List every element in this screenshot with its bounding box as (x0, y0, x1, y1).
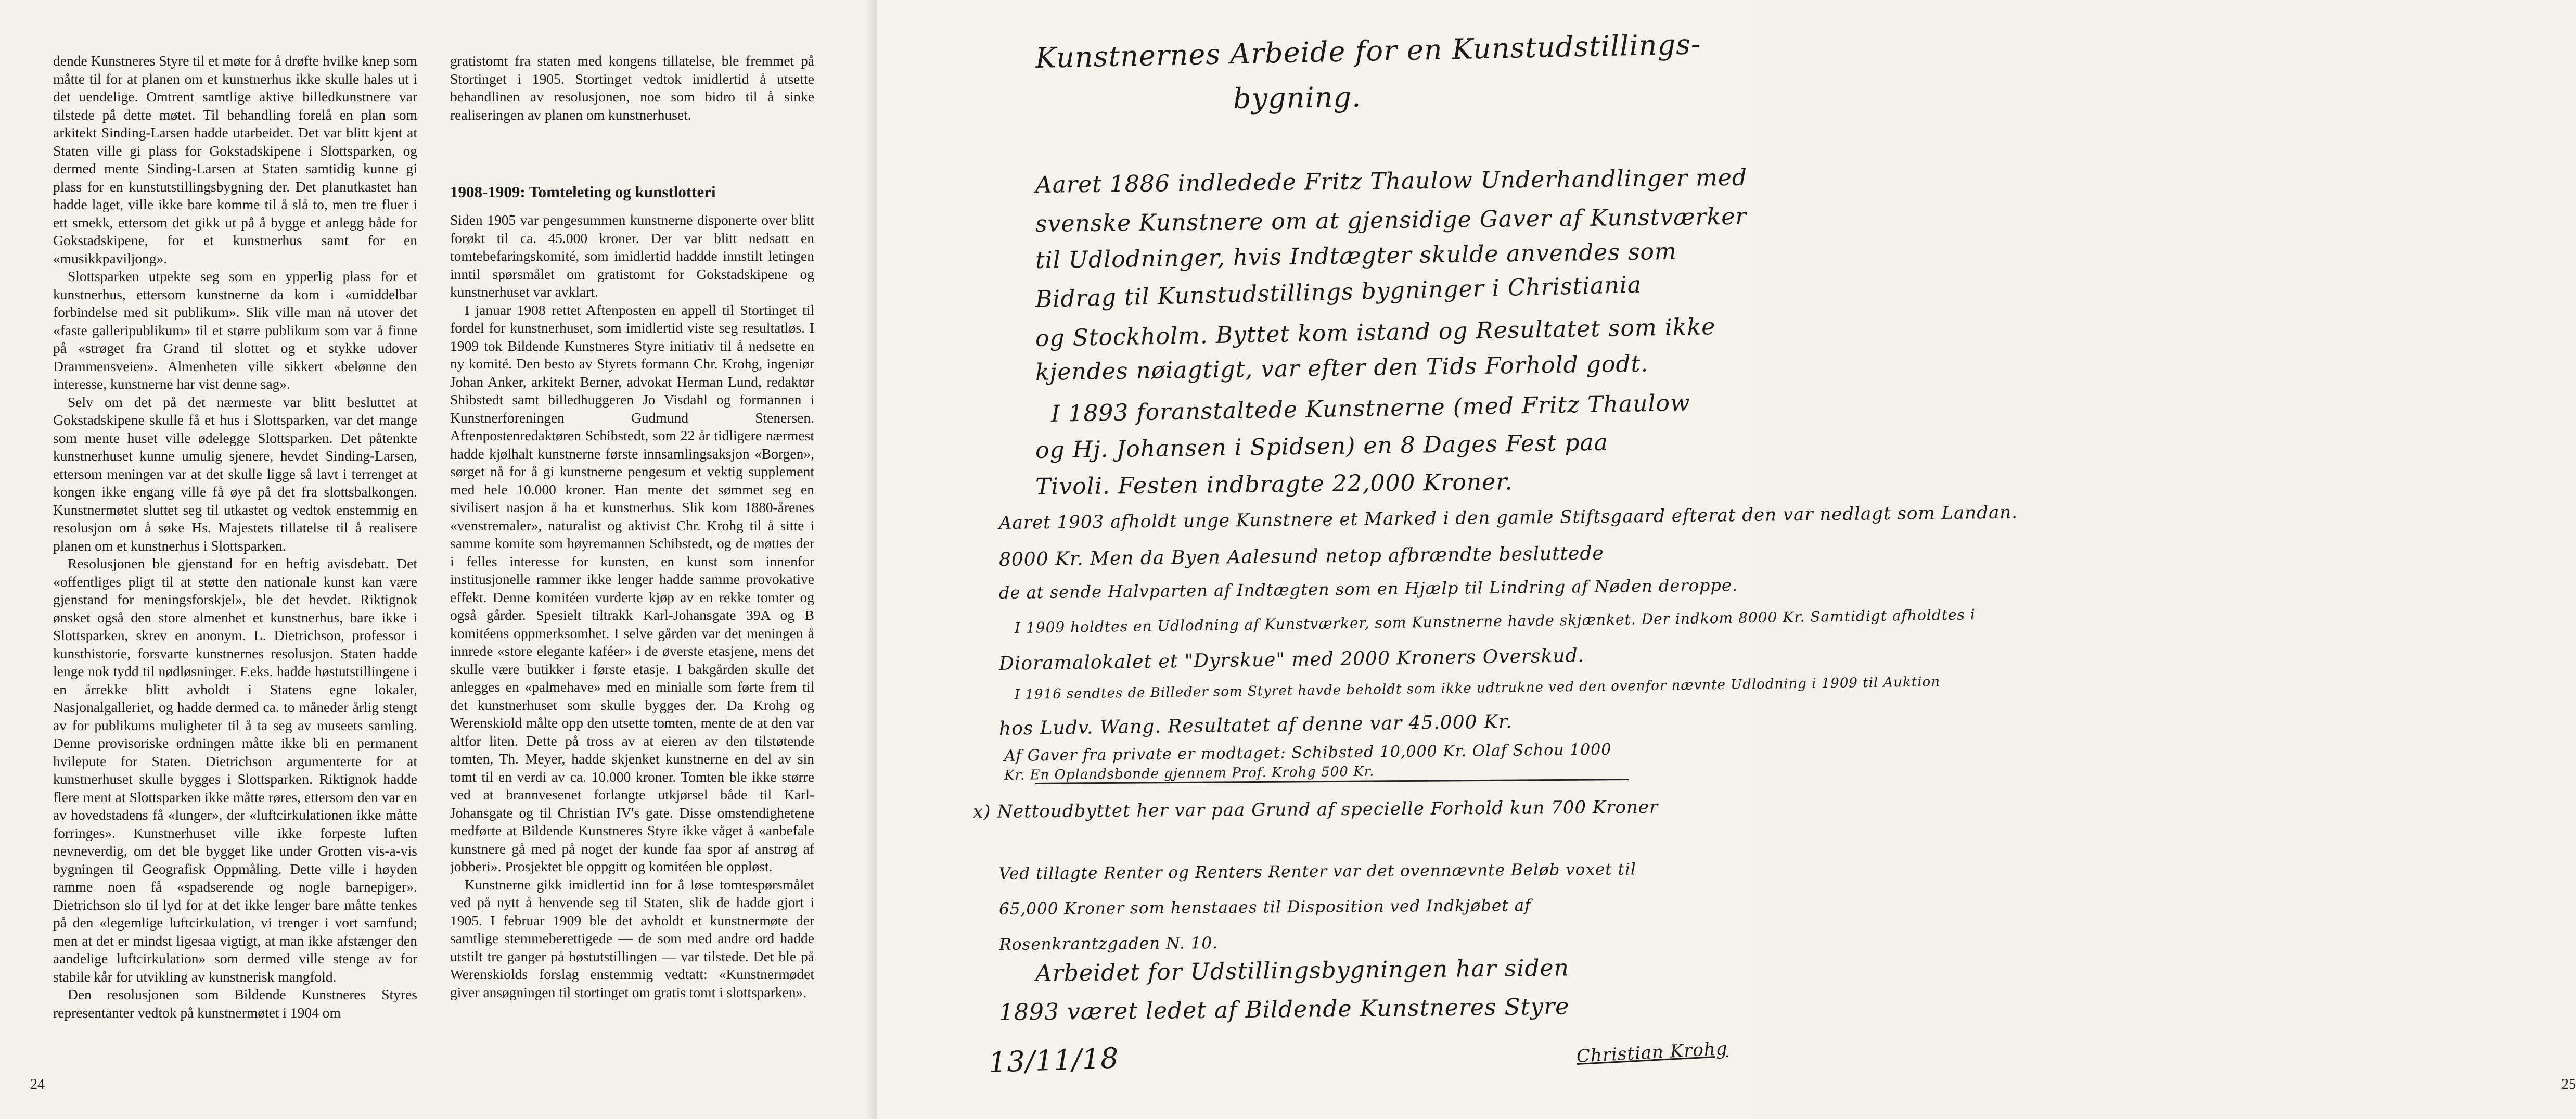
manuscript-line: I 1916 sendtes de Billeder som Styret havde beholdt som ikke udtrukne ved den ovenfor nævnte Udlodning i 1909 til Auktion (1014, 674, 1941, 703)
manuscript-line: og Stockholm. Byttet kom istand og Resultatet som ikke (1035, 313, 1716, 352)
manuscript-line: hos Ludv. Wang. Resultatet af denne var 45.000 Kr. (998, 711, 1513, 740)
manuscript-line: Dioramalokalet et "Dyrskue" med 2000 Kroners Overskud. (998, 645, 1585, 675)
manuscript-line: Ved tillagte Renter og Renters Renter var det ovennævnte Beløb voxet til 65,000 Kroner som henstaaes til Disposition ved Indkjøbet af Rosenkrantzgaden N. 10. (998, 860, 1636, 954)
manuscript-line: svenske Kunstnere om at gjensidige Gaver af Kunstværker (1035, 203, 1747, 237)
left-page (0, 0, 877, 1119)
manuscript-date: 13/11/18 (988, 1041, 1120, 1079)
manuscript-line: Tivoli. Festen indbragte 22,000 Kroner. (1035, 468, 1513, 500)
paragraph: Slottsparken utpekte seg som en ypperlig plass for et kunstnerhus, ettersom kunstnerne da kom i «umiddelbar forbindelse med sit publikum». Slik ville man nå utover det «faste galleripublikum» til et større publikum som var å finne på «strøget fra Grand til slottet og et stykke udover Drammensveien». Almenheten ville sikkert «belønne den interesse, kunstnerne har vist denne sag». (53, 268, 417, 392)
manuscript-title-line-2: bygning. (1233, 80, 1362, 115)
page-number-right: 25 (2561, 1076, 2576, 1092)
paragraph: Resolusjonen ble gjenstand for en heftig avisdebatt. Det «offentliges pligt til at støtte den nationale kunst kan være gjenstand for meningsforskjel», ble det hevdet. Riktignok ønsket også den store almenhet et kunstnerhus, bare ikke i Slottsparken, skrev en anonym. L. Dietrichson, professor i kunsthistorie, forsvarte kunstnernes resolusjon. Staten hadde lenge nok tydd til nødløsninger. F.eks. hadde høstutstillingene i en årrekke blitt avholdt i Statens egne lokaler, Nasjonalgalleriet, og hadde dermed ca. to måneder årlig stengt av for publikums muligheter til å ta seg av museets samling. Denne provisoriske ordningen måtte ikke bli en permanent hvilepute for Staten. Dietrichson argumenterte for at kunstnerhuset skulle bygges i Slottsparken. Riktignok hadde flere ment at Slottsparken ikke måtte røres, ettersom den var en av hovedstadens få «lunger», der «luftcirkulationen ikke måtte forringes». Kunstnerhuset ville ikke forpeste luften nevneverdig, om det ble bygget like under Grotten vis-a-vis bygningen til Geografisk Oppmåling. Dette ville i høyden ramme noen få «spadserende og nogle barnepiger». Dietrichson slo til lyd for at det ikke lenger bare måtte tenkes på den «legemlige luftcirkulation, vi trenger i vort samfund; men at det er mindst ligesaa vigtigt, at man ikke afstænger den aandelige luftcirkulation» som dermed ville stenge av for stabile kår for utvikling av kunstnerisk mangfold. (53, 555, 417, 985)
manuscript-line: og Hj. Johansen i Spidsen) en 8 Dages Fest paa (1035, 429, 1609, 464)
manuscript-line: Aaret 1886 indledede Fritz Thaulow Underhandlinger med (1035, 164, 1748, 198)
paragraph: Selv om det på det nærmeste var blitt besluttet at Gokstadskipene skulle få et hus i Slottsparken, var det mange som mente huset ville ødelegge Slottsparken. Det påtenkte kunstnerhuset kunne umulig sjenere, hevdet Sinding-Larsen, ettersom meningen var at det skulle ligge så lavt i terrenget at kongen ikke engang ville få øye på det fra slottsbalkongen. Kunstnermøtet sluttet seg til utkastet og vedtok enstemmig en resolusjon om å søke Hs. Majestets tillatelse til å realisere planen om et kunstnerhus i Slottsparken. (53, 393, 417, 554)
section-heading: 1908-1909: Tomteleting og kunstlotteri (450, 183, 716, 201)
manuscript-line: Af Gaver fra private er modtaget: Schibsted 10,000 Kr. Olaf Schou 1000 (1004, 740, 1612, 765)
manuscript-line: 8000 Kr. Men da Byen Aalesund netop afbrændte besluttede (998, 542, 1604, 570)
manuscript-line: Bidrag til Kunstudstillings bygninger i Christiania (1035, 271, 1642, 313)
page-number-left: 24 (30, 1076, 45, 1092)
manuscript-title-line-1: Kunstnernes Arbeide for en Kunstudstillings- (1035, 28, 1701, 74)
manuscript-line: kjendes nøiagtigt, var efter den Tids Forhold godt. (1035, 350, 1649, 386)
text-column-1 (53, 52, 417, 1022)
paragraph: Den resolusjonen som Bildende Kunstneres Styres representanter vedtok på kunstnermøtet i 1904 om (53, 986, 417, 1021)
paragraph: gratistomt fra staten med kongens tillatelse, ble fremmet på Stortinget i 1905. Stortinget vedtok imidlertid å utsette behandlinen av resolusjonen, noe som bidro til å sinke realiseringen av planen om kunstnerhuset. (450, 53, 814, 123)
paragraph: Kunstnerne gikk imidlertid inn for å løse tomtespørsmålet ved på nytt å henvende seg til Staten, slik de hadde gjort i 1905. I februar 1909 ble det avholdt et kunstnermøte der samtlige stemmeberettigede — de som med andre ord hadde utstilt tre ganger på høstutstillingen — var tilstede. Det ble på Werenskiolds forslag enstemmig vedtatt: «Kunstnermødet giver ansøgningen til stortinget om gratis tomt i slottsparken». (450, 876, 814, 1000)
manuscript-line: 1893 været ledet af Bildende Kunstneres Styre (998, 993, 1570, 1026)
paragraph: Siden 1905 var pengesummen kunstnerne disponerte over blitt forøkt til ca. 45.000 kroner. Der var blitt nedsatt en tomtebefaringskomité, som imidlertid haddde innstilt letingen inntil spørsmålet om gratistomt for Gokstadskipene og kunstnerhuset var avklart. (450, 212, 814, 300)
paragraph: I januar 1908 rettet Aftenposten en appell til Stortinget til fordel for kunstnerhuset, som imidlertid viste seg resultatløs. I 1909 tok Bildende Kunstneres Styre initiativ til å nedsette en ny komité. Den besto av Styrets formann Chr. Krohg, ingeniør Johan Anker, arkitekt Berner, advokat Herman Lund, redaktør Shibstedt samt billedhuggeren Jo Visdahl og formannen i Kunstnerforeningen Gudmund Stenersen. Aftenpostenredaktøren Schibstedt, som 22 år tidligere nærmest hadde kjølhalt kunstnerne første innsamlingsaksjon «Borgen», sørget nå for å gi kunstnerne pengesum et vektig supplement med hele 10.000 kroner. Han mente det sømmet seg en sivilisert nasjon å ha et kunstnerhus. Slik kom 1880-årenes «venstremaler», naturalist og aktivist Chr. Krohg til å sitte i samme komite som høyremannen Schibstedt, og de møttes der i felles interesse for kunsten, en kunst som innenfor institusjonelle rammer ikke lenger hadde samme provokative effekt. Denne komitéen vurderte kjøp av en rekke tomter og også gårder. Spesielt tiltrakk Karl-Johansgate 39A og B komitéens oppmerksomhet. I selve gården var det meningen å innrede «store elegante kaféer» i de øverste etasjene, mens det skulle være butikker i første etasje. I bakgården skulle det anlegges en «palmehave» med en minialle som førte frem til det kunstnerhuset som skulle bygges der. Da Krohg og Werenskiold målte opp den utsette tomten, mente de at den var altfor liten. Dette på tross av at eieren av den tilstøtende tomten, Th. Meyer, hadde skjenket kunstnerne en del av sin tomt til en verdi av ca. 10.000 kroner. Tomten ble ikke større ved at brannvesenet forlangte utkjørsel både til Karl-Johansgate og til Christian IV's gate. Disse omstendighetene medførte at Bildende Kunstneres Styre ikke våget å «anbefale kunstnere gå med på noget der kunde faa spor af anstrøg af jobberi». Prosjektet ble oppgitt og komitéen ble oppløst. (450, 301, 814, 874)
manuscript-signature: Christian Krohg (1575, 1038, 1728, 1067)
manuscript-line: Arbeidet for Udstillingsbygningen har siden (1035, 955, 1570, 987)
manuscript-line: de at sende Halvparten af Indtægten som en Hjælp til Lindring af Nøden deroppe. (998, 575, 1738, 603)
paragraph: dende Kunstneres Styre til et møte for å drøfte hvilke knep som måtte til for at planen om et kunstnerhus ikke skulle hales ut i det uendelige. Omtrent samtlige aktive billedkunstnere var tilstede på dette møtet. Til behandling forelå en plan som arkitekt Sinding-Larsen hadde utarbeidet. Det var blitt kjent at Staten ville gi plass for Gokstadskipene i Slottsparken, og dermed mente Sinding-Larsen at Staten samtidig kunne gi plass for en kunstutstillingsbygning der. Det planutkastet han hadde laget, ville ikke bare komme til å slå to, men tre fluer i ett smekk, ettersom det gikk ut på å bygge et anlegg både for Gokstadskipene, for et kunstnerhus samt for en «musikkpaviljong». (53, 53, 417, 266)
manuscript-line: Aaret 1903 afholdt unge Kunstnere et Marked i den gamle Stiftsgaard efterat den var nedlagt som Landan. (998, 502, 2018, 533)
manuscript-footnote: x) Nettoudbyttet her var paa Grund af specielle Forhold kun 700 Kroner (972, 796, 1659, 822)
text-column-2 (450, 52, 814, 1001)
manuscript-line: I 1909 holdtes en Udlodning af Kunstværker, som Kunstnerne havde skjænket. Der indkom 8000 Kr. Samtidigt afholdtes i (1014, 606, 1976, 637)
manuscript-line: I 1893 foranstaltede Kunstnerne (med Fritz Thaulow (1050, 389, 1691, 427)
manuscript-line: Kr. En Oplandsbonde gjennem Prof. Krohg 500 Kr. (1004, 764, 1375, 783)
manuscript-line: til Udlodninger, hvis Indtægter skulde anvendes som (1035, 238, 1677, 274)
